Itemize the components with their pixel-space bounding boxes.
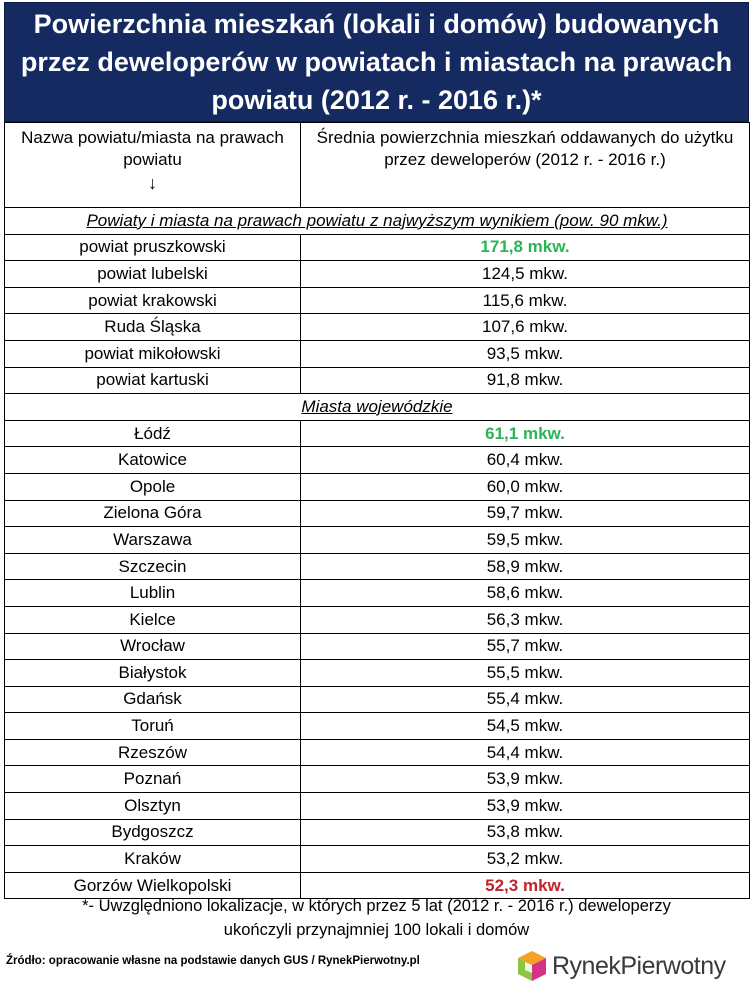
row-value: 53,9 mkw. [301, 766, 750, 793]
section-label-1: Powiaty i miasta na prawach powiatu z najwyższym wynikiem (pow. 90 mkw.) [5, 208, 750, 235]
table-row [5, 447, 750, 474]
header-col-value-label: Średnia powierzchnia mieszkań oddawanych do użytku przez deweloperów (2012 r. - 2016 r.) [316, 128, 734, 169]
logo-text-part2: Pierwotny [620, 951, 726, 980]
table-row [5, 553, 750, 580]
row-name: Białystok [5, 660, 301, 687]
row-value: 171,8 mkw. [301, 234, 750, 261]
header-col-value [301, 123, 750, 208]
row-name: Wrocław [5, 633, 301, 660]
row-name: Łódź [5, 420, 301, 447]
row-name: Bydgoszcz [5, 819, 301, 846]
row-name: Gdańsk [5, 686, 301, 713]
row-value: 55,4 mkw. [301, 686, 750, 713]
logo-text [552, 952, 726, 981]
row-name: Ruda Śląska [5, 314, 301, 341]
section-row-1 [5, 208, 750, 235]
section-row-2 [5, 394, 750, 421]
table-row [5, 527, 750, 554]
row-value: 60,0 mkw. [301, 473, 750, 500]
row-value: 59,5 mkw. [301, 527, 750, 554]
data-table [4, 122, 750, 899]
table-row [5, 234, 750, 261]
footnote-line-1: *- Uwzględniono lokalizacje, w których przez 5 lat (2012 r. - 2016 r.) deweloperzy [82, 897, 671, 915]
header-row [5, 123, 750, 208]
row-name: Zielona Góra [5, 500, 301, 527]
table-row [5, 633, 750, 660]
row-name: Toruń [5, 713, 301, 740]
row-value: 54,4 mkw. [301, 739, 750, 766]
row-value: 115,6 mkw. [301, 287, 750, 314]
row-value: 56,3 mkw. [301, 606, 750, 633]
row-value: 55,7 mkw. [301, 633, 750, 660]
row-value: 55,5 mkw. [301, 660, 750, 687]
source-note: Źródło: opracowanie własne na podstawie danych GUS / RynekPierwotny.pl [6, 955, 420, 967]
table-row [5, 819, 750, 846]
table-row [5, 314, 750, 341]
table-row [5, 686, 750, 713]
table-row [5, 793, 750, 820]
cube-icon [516, 949, 548, 983]
footnote-line-2: ukończyli przynajmniej 100 lokali i domów [223, 921, 530, 939]
row-value: 52,3 mkw. [301, 872, 750, 899]
table-row [5, 500, 750, 527]
row-value: 53,9 mkw. [301, 793, 750, 820]
header-col-name-label: Nazwa powiatu/miasta na prawach powiatu [21, 128, 284, 169]
table-row [5, 713, 750, 740]
row-value: 93,5 mkw. [301, 340, 750, 367]
logo [516, 948, 726, 984]
table-row [5, 846, 750, 873]
row-value: 54,5 mkw. [301, 713, 750, 740]
table-row [5, 261, 750, 288]
row-name: Gorzów Wielkopolski [5, 872, 301, 899]
row-value: 58,9 mkw. [301, 553, 750, 580]
table-row [5, 739, 750, 766]
row-value: 124,5 mkw. [301, 261, 750, 288]
row-name: powiat krakowski [5, 287, 301, 314]
table-row [5, 420, 750, 447]
footnote [0, 894, 753, 942]
row-name: Warszawa [5, 527, 301, 554]
table-row [5, 660, 750, 687]
row-name: Opole [5, 473, 301, 500]
table-row [5, 287, 750, 314]
row-name: powiat mikołowski [5, 340, 301, 367]
row-name: Rzeszów [5, 739, 301, 766]
table-row [5, 766, 750, 793]
row-value: 58,6 mkw. [301, 580, 750, 607]
row-name: Kraków [5, 846, 301, 873]
title-banner [4, 2, 749, 122]
row-value: 60,4 mkw. [301, 447, 750, 474]
row-name: powiat lubelski [5, 261, 301, 288]
page-title: Powierzchnia mieszkań (lokali i domów) budowanych przez deweloperów w powiatach i miastach na prawach powiatu (2012 r. - 2016 r.)* [20, 9, 733, 115]
arrow-down-icon: ↓ [148, 173, 157, 193]
row-name: Poznań [5, 766, 301, 793]
row-name: Szczecin [5, 553, 301, 580]
section-label-2: Miasta wojewódzkie [5, 394, 750, 421]
table-row [5, 473, 750, 500]
table-row [5, 580, 750, 607]
table-row [5, 606, 750, 633]
table-row [5, 367, 750, 394]
row-name: Lublin [5, 580, 301, 607]
row-name: Kielce [5, 606, 301, 633]
row-value: 59,7 mkw. [301, 500, 750, 527]
row-value: 53,8 mkw. [301, 819, 750, 846]
row-name: Katowice [5, 447, 301, 474]
row-value: 91,8 mkw. [301, 367, 750, 394]
row-name: powiat kartuski [5, 367, 301, 394]
row-name: powiat pruszkowski [5, 234, 301, 261]
row-name: Olsztyn [5, 793, 301, 820]
table-row [5, 340, 750, 367]
row-value: 53,2 mkw. [301, 846, 750, 873]
header-col-name [5, 123, 301, 208]
row-value: 107,6 mkw. [301, 314, 750, 341]
row-value: 61,1 mkw. [301, 420, 750, 447]
logo-text-part1: Rynek [552, 951, 621, 980]
